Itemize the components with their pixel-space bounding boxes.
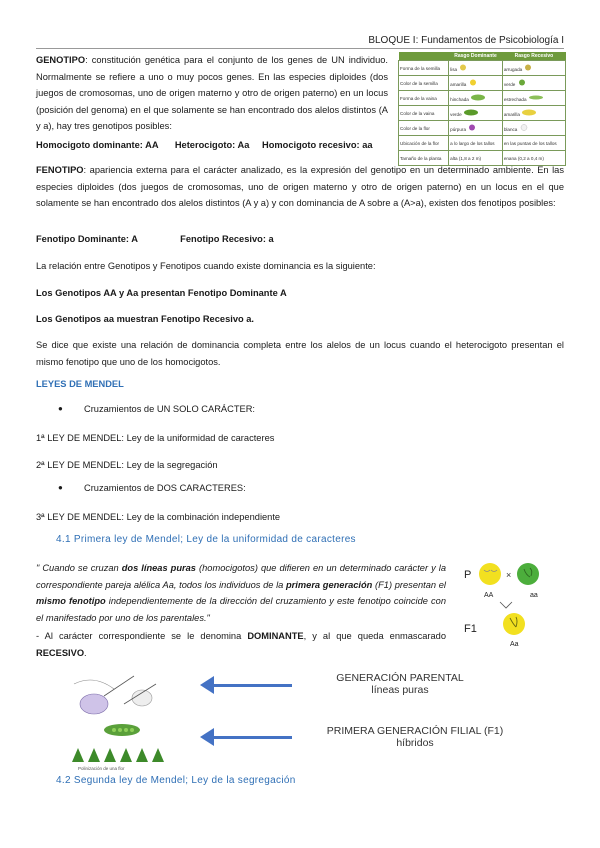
genotipo-paragraph (36, 52, 388, 135)
trait-dominant: verde (449, 106, 503, 121)
flower-icon (80, 694, 108, 714)
yellow-pea-icon (479, 563, 501, 585)
trait-dominant: amarilla (449, 76, 503, 91)
mendel-law-1: 1ª LEY DE MENDEL: Ley de la uniformidad de caracteres (36, 433, 275, 443)
white-flower-icon (519, 124, 529, 131)
trait-dominant: púrpura (449, 121, 503, 136)
svg-text:Polinización de una flor: Polinización de una flor (78, 766, 125, 771)
pea-plant-drawing (64, 664, 180, 772)
trait-recessive: enana (0,2 a 0,4 m) (502, 151, 565, 166)
relation-line1: Los Genotipos AA y Aa presentan Fenotipo Dominante A (36, 288, 287, 298)
trait-dominant: hinchada (449, 91, 503, 106)
trait-recessive: verde (502, 76, 565, 91)
genotipo-types (36, 137, 373, 154)
traits-header-empty (399, 52, 449, 61)
trait-label: Ubicación de la flor (399, 136, 449, 151)
fenotipo-paragraph (36, 162, 564, 212)
purple-flower-icon (467, 124, 477, 131)
genotype-hetero: Heterocigoto: Aa (174, 140, 250, 150)
table-row (399, 91, 566, 106)
parental-generation-label (320, 672, 480, 696)
trait-label: Color de la semilla (399, 76, 449, 91)
pea-plants-row (72, 748, 164, 762)
traits-table (398, 52, 566, 166)
fenotipo-term: FENOTIPO (36, 165, 84, 175)
trait-recessive: blanca (502, 121, 565, 136)
arrow-parental (200, 676, 292, 694)
svg-text:Aa: Aa (510, 641, 519, 648)
genotipo-term: GENOTIPO (36, 55, 86, 65)
trait-label: Forma de la vaina (399, 91, 449, 106)
green-pea-icon (517, 563, 539, 585)
trait-recessive: estrechada (502, 91, 565, 106)
table-row (399, 121, 566, 136)
table-row (399, 76, 566, 91)
trait-recessive: en las puntas de los tallos (502, 136, 565, 151)
mendel-bullet-2: ● Cruzamientos de DOS CARACTERES: (84, 483, 246, 493)
trait-label: Forma de la semilla (399, 61, 449, 76)
yellow-seed-icon (468, 79, 478, 86)
f1-title: PRIMERA GENERACIÓN FILIAL (F1) (326, 725, 504, 737)
trait-dominant: a lo largo de los tallos (449, 136, 503, 151)
section-41-title: 4.1 Primera ley de Mendel; Ley de la uniformidad de caracteres (56, 534, 356, 545)
section-41-dominant: - Al carácter correspondiente se le denomina DOMINANTE, y al que queda enmascarado RECESIVO. (36, 631, 446, 658)
yellow-pod-icon (521, 109, 537, 116)
header-rule (36, 48, 564, 49)
traits-table-figure (398, 52, 566, 166)
page-header: BLOQUE I: Fundamentos de Psicobiología I (368, 35, 564, 46)
phenotype-dominant: Fenotipo Dominante: A (36, 234, 138, 244)
parental-title: GENERACIÓN PARENTAL (336, 672, 464, 684)
svg-text:P: P (464, 569, 472, 581)
relation-complete: Se dice que existe una relación de dominancia completa entre los alelos de un locus cuando el heterocigoto presentan el mismo fenotipo que uno de los homocigotos. (36, 340, 564, 367)
monohybrid-cross-figure (460, 560, 570, 652)
section-42-title: 4.2 Segunda ley de Mendel; Ley de la segregación (56, 775, 296, 786)
green-seed-icon (517, 79, 527, 86)
cross-diagram (460, 560, 570, 652)
mendel-heading: LEYES DE MENDEL (36, 379, 124, 389)
trait-dominant: lisa (449, 61, 503, 76)
mendel-law-2: 2ª LEY DE MENDEL: Ley de la segregación (36, 460, 218, 470)
trait-recessive: arrugada (502, 61, 565, 76)
inflated-pod-icon (470, 94, 486, 101)
wrinkled-seed-icon (523, 64, 533, 71)
svg-text:aa: aa (530, 592, 538, 599)
traits-header-dominant: Rasgo Dominante (449, 52, 503, 61)
trait-label: Color de la flor (399, 121, 449, 136)
trait-label: Tamaño de la planta (399, 151, 449, 166)
genotype-recessive: Homocigoto recesivo: aa (261, 140, 373, 150)
svg-text:×: × (506, 570, 512, 580)
arrow-f1 (200, 728, 292, 746)
mendel-law-3: 3ª LEY DE MENDEL: Ley de la combinación independiente (36, 512, 281, 522)
parental-sub: líneas puras (371, 684, 429, 696)
arrow-left-icon (200, 728, 214, 746)
traits-header-recessive: Rasgo Recesivo (502, 52, 565, 61)
trait-recessive: amarilla (502, 106, 565, 121)
green-pod-icon (463, 109, 479, 116)
table-row (399, 61, 566, 76)
fenotipo-types (36, 231, 274, 248)
phenotype-recessive: Fenotipo Recesivo: a (180, 234, 274, 244)
round-seed-icon (458, 64, 468, 71)
svg-text:F1: F1 (464, 623, 477, 635)
genotype-dominant: Homocigoto dominante: AA (36, 140, 159, 150)
constricted-pod-icon (528, 94, 544, 101)
mendel-bullet-1: ● Cruzamientos de UN SOLO CARÁCTER: (84, 404, 255, 414)
pollination-illustration (64, 664, 180, 772)
table-row (399, 106, 566, 121)
svg-text:AA: AA (484, 592, 494, 599)
table-row (399, 136, 566, 151)
trait-dominant: alta (1,8 a 2 m) (449, 151, 503, 166)
section-41-quote: " Cuando se cruzan dos líneas puras (homocigotos) que difieren en un determinado carácter y la correspondiente pareja alélica Aa, todos los individuos de la primera generación (F1) presentan el mismo fenotipo independientemente de la dirección del cruzamiento y este fenotipo coincide con el manifestado por uno de los parentales." (36, 563, 446, 623)
f1-sub: híbridos (396, 737, 434, 749)
f1-generation-label (320, 725, 510, 749)
relation-intro: La relación entre Genotipos y Fenotipos cuando existe dominancia es la siguiente: (36, 261, 376, 271)
arrow-left-icon (200, 676, 214, 694)
genotipo-text: : constitución genética para el conjunto de los genes de UN individuo. Normalmente se refiere a uno o muy pocos genes. En las especies diploides (dos juegos de cromosomas, uno de origen materno y otro de origen paterno) en un locus (posición del genoma) en el que solamente se han encontrado dos alelos distintos (A y a), hay tres genotipos posibles: (36, 55, 388, 131)
trait-label: Color de la vaina (399, 106, 449, 121)
relation-line2: Los Genotipos aa muestran Fenotipo Recesivo a. (36, 314, 255, 324)
fenotipo-text: : apariencia externa para el carácter analizado, es la expresión del genotipo en un determinado ambiente. En las especies diploides (dos juegos de cromosomas, uno de origen materno y otro de origen paterno) en un locus en el que solamente se han encontrado dos alelos distintos (A y a) y con dominancia de A sobre a (A>a), existen dos fenotipos posibles: (36, 165, 564, 208)
